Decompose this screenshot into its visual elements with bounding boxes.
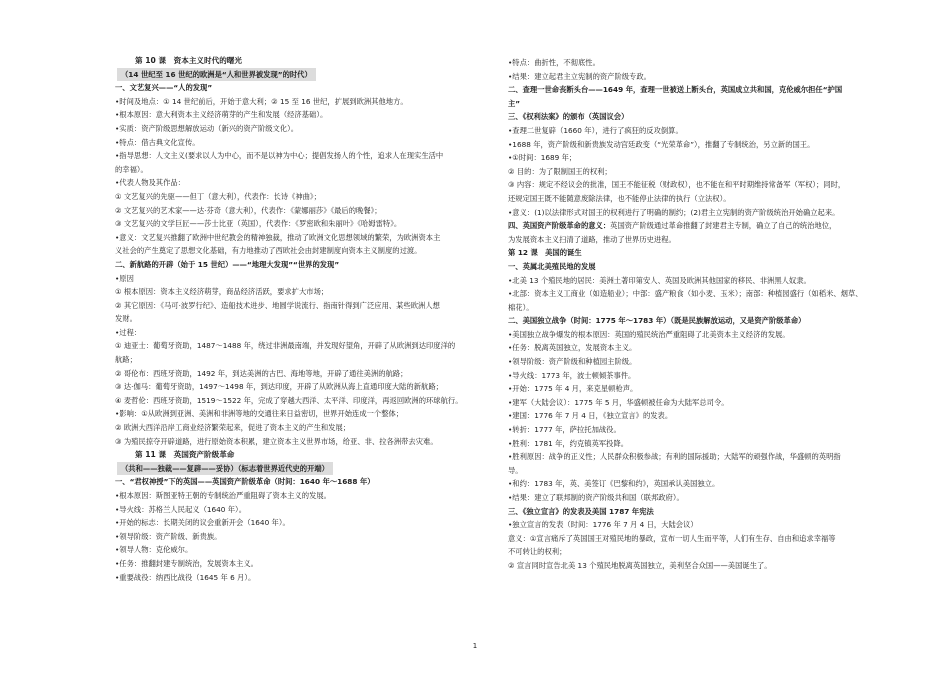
text-line: •特点：借古典文化宣传。 — [115, 137, 200, 147]
text-line: •导火线：1773 年，波士顿倾茶事件。 — [508, 370, 636, 380]
text-line: ② 宣言同时宣告北美 13 个殖民地脱离英国独立，美利坚合众国——美国诞生了。 — [508, 560, 772, 570]
text-line: ② 欧洲大西洋沿岸工商业经济繁荣起来，促进了资本主义的产生和发展； — [115, 423, 351, 433]
text-line: •代表人物及其作品： — [115, 178, 185, 188]
section-heading: 主” — [508, 98, 521, 108]
text-line: •查理二世复辟（1660 年），进行了疯狂的反攻倒算。 — [508, 125, 683, 135]
text-line: •转折：1777 年，萨拉托加战役。 — [508, 425, 621, 435]
right-column — [508, 56, 893, 573]
section-heading: 一、英属北美殖民地的发展 — [508, 261, 596, 271]
band-text: （共和——独裁——复辟——妥协）（标志着世界近代史的开端） — [117, 462, 333, 476]
text-line: 还规定国王既不能随意废除法律，也不能停止法律的执行（立法权）。 — [508, 193, 731, 203]
text-line: 发财。 — [115, 314, 137, 324]
text-line: •影响：①从欧洲到亚洲、美洲和非洲等地的交通往来日益密切，世界开始连成一个整体； — [115, 409, 404, 419]
text-line: •结果：建立了联邦制的资产阶级共和国（联邦政府）。 — [508, 493, 684, 502]
section-heading: 二、查理一世命丧断头台——1649 年，查理一世被送上断头台，英国成立共和国，克伦威尔担任“护国 — [508, 85, 843, 95]
text-line: •和约：1783 年，英、美签订《巴黎和约》，英国承认美国独立。 — [508, 479, 720, 489]
text-line: ② 哥伦布：西班牙资助，1492 年，到达美洲的古巴、海地等地，开辟了通往美洲的航路； — [115, 368, 408, 378]
section-heading: 三、《独立宣言》的发表及美国 1787 年宪法 — [508, 506, 654, 516]
section-heading: 二、美国独立战争（时间：1775 年～1783 年）（既是民族解放运动，又是资产阶级革命） — [508, 316, 806, 326]
text-line: •意义：(1)以法律形式对国王的权利进行了明确的制约；(2)君主立宪制的资产阶级统治开始确立起来。 — [508, 207, 840, 217]
text-line: •时间及地点：① 14 世纪前后，开始于意大利；② 15 至 16 世纪，扩展到欧洲其他地方。 — [115, 96, 408, 106]
lesson-title: 第 11 课 英国资产阶级革命 — [135, 450, 235, 460]
text-line: •过程： — [115, 327, 142, 337]
text-line: ① 迪亚士：葡萄牙资助，1487～1488 年，绕过非洲最南端，并发现好望角，开辟了从欧洲到达印度洋的 — [115, 341, 456, 351]
text-line: •结果：建立起君主立宪制的资产阶级专政。 — [508, 71, 651, 81]
text-line: •根本原因：斯图亚特王朝的专制统治严重阻碍了资本主义的发展。 — [115, 491, 331, 500]
left-column — [115, 54, 500, 584]
text-line: •原因 — [115, 273, 134, 283]
text-line: •开始的标志：长期关闭的议会重新开会（1640 年）。 — [115, 518, 290, 528]
text-line: 义社会的产生奠定了思想文化基础，有力地推动了西欧社会由封建制度向资本主义制度的过渡。 — [115, 246, 422, 256]
text-line: •建军（大陆会议）：1775 年 5 月，华盛顿被任命为大陆军总司令。 — [508, 397, 729, 407]
text-line: ③ 达·伽马：葡萄牙资助，1497～1498 年，到达印度，开辟了从欧洲从海上直通印度大陆的新航路； — [115, 382, 443, 392]
text-line: •独立宣言的发表（时间：1776 年 7 月 4 日，大陆会议） — [508, 520, 698, 530]
text-line: •意义：文艺复兴推翻了欧洲中世纪教会的精神独裁，推动了欧洲文化思想领域的繁荣，为欧洲资本主 — [115, 232, 441, 242]
lesson-subtitle-band — [115, 462, 500, 476]
text-line: •领导阶级：资产阶级、新贵族。 — [115, 531, 222, 541]
section-heading: 一、文艺复兴——“人的发现” — [115, 83, 213, 93]
inline-heading: 四、英国资产阶级革命的意义： — [508, 221, 611, 231]
text-line: 为发展资本主义扫清了道路，推动了世界历史进程。 — [508, 234, 676, 244]
text-line: •指导思想：人文主义(要求以人为中心，而不是以神为中心；提倡发扬人的个性，追求人在现实生活中 — [115, 151, 444, 161]
lesson-title: 第 10 课 资本主义时代的曙光 — [135, 56, 242, 65]
section-heading: 一、“君权神授”下的英国——英国资产阶级革命（时间：1640 年～1688 年） — [115, 477, 375, 487]
text-line: 棉花）。 — [508, 302, 534, 312]
text-line: •建国：1776 年 7 月 4 日，《独立宣言》的发表。 — [508, 411, 673, 421]
section-paragraph — [508, 219, 893, 233]
text-line: •1688 年，资产阶级和新贵族发动宫廷政变（“光荣革命”），推翻了专制统治，另立新的国王。 — [508, 139, 815, 149]
text-line: •美国独立战争爆发的根本原因：英国的殖民统治严重阻碍了北美资本主义经济的发展。 — [508, 329, 790, 339]
text-line: ② 目的：为了限制国王的权利； — [508, 166, 612, 176]
text-line: •北部：资本主义工商业（如造船业）；中部：盛产粮食（如小麦、玉米）；南部：种植园盛行（如稻米、烟草、 — [508, 289, 863, 299]
section-heading: 三、《权利法案》的颁布（英国议会） — [508, 112, 629, 122]
text-line: 航路； — [115, 355, 137, 365]
text-line: ① 根本原因：资本主义经济萌芽，商品经济活跃，要求扩大市场； — [115, 287, 329, 297]
section-heading: 二、新航路的开辟（始于 15 世纪）——“地理大发现”“世界的发现” — [115, 259, 340, 269]
text-line: ④ 麦哲伦：西班牙资助，1519～1522 年，完成了穿越大西洋、太平洋、印度洋，再返回欧洲的环球航行。 — [115, 395, 463, 405]
text-line: •特点：曲折性，不彻底性。 — [508, 58, 600, 67]
section-heading: 第 12 课 美国的诞生 — [508, 248, 582, 258]
text-line: •重要战役：纳西比战役（1645 年 6 月）。 — [115, 572, 256, 582]
text-line: •开始：1775 年 4 月，来克星顿枪声。 — [508, 384, 638, 394]
text-line: •①时间：1689 年； — [508, 153, 577, 163]
text-line: •胜利：1781 年，约克镇英军投降。 — [508, 438, 629, 448]
text-line: •导火线：苏格兰人民起义（1640 年）。 — [115, 504, 246, 514]
band-text: （14 世纪至 16 世纪的欧洲是“人和世界被发现”的时代） — [117, 68, 316, 82]
text-line: •实质：资产阶级思想解放运动（新兴的资产阶级文化）。 — [115, 123, 299, 133]
page-number: 1 — [472, 642, 478, 650]
text-line: 意义：①宣言痛斥了英国国王对殖民地的暴政，宣布一切人生而平等，人们有生存、自由和追求幸福等 — [508, 533, 836, 543]
inline-text: 英国资产阶级通过革命推翻了封建君主专制，确立了自己的统治地位， — [610, 221, 837, 231]
text-line: ② 其它原因：《马可·波罗行纪》、造船技术进步、地圆学说流行、指南针得到广泛应用、某些欧洲人想 — [115, 300, 440, 310]
text-line: 不可转让的权利； — [508, 547, 567, 557]
text-line: •胜利原因：战争的正义性；人民群众积极参战；有利的国际援助；大陆军的顽强作战，华盛顿的英明指 — [508, 452, 841, 462]
text-line: •领导人物：克伦威尔。 — [115, 545, 193, 555]
text-line: 的幸福）。 — [115, 164, 148, 174]
text-line: 导。 — [508, 465, 523, 475]
text-line: •北美 13 个殖民地的居民：美洲土著印第安人、英国及欧洲其他国家的移民、非洲黑人奴隶。 — [508, 275, 811, 285]
lesson-subtitle-band — [115, 68, 500, 82]
text-line: ③ 文艺复兴的文学巨匠——莎士比亚（英国），代表作：《罗密欧和朱丽叶》《哈姆雷特》。 — [115, 219, 402, 229]
text-line: •领导阶级：资产阶级和种植园主阶级。 — [508, 357, 637, 367]
text-line: ③ 为殖民掠夺开辟道路，进行原始资本积累，建立资本主义世界市场，给亚、非、拉各洲带去灾难。 — [115, 436, 438, 446]
text-line: •任务：脱离英国独立，发展资本主义。 — [508, 343, 637, 353]
text-line: ③ 内容：规定不经议会的批准，国王不能征税（财政权），也不能在和平时期维持常备军（军权）；同时， — [508, 180, 846, 190]
text-line: •根本原因：意大利资本主义经济萌芽的产生和发展（经济基础）。 — [115, 110, 328, 120]
text-line: ② 文艺复兴的艺术家——达·芬奇（意大利），代表作：《蒙娜丽莎》《最后的晚餐》； — [115, 205, 382, 215]
text-line: ① 文艺复兴的先驱——但丁（意大利），代表作：长诗《神曲》； — [115, 191, 321, 201]
text-line: •任务：推翻封建专制统治，发展资本主义。 — [115, 558, 258, 568]
